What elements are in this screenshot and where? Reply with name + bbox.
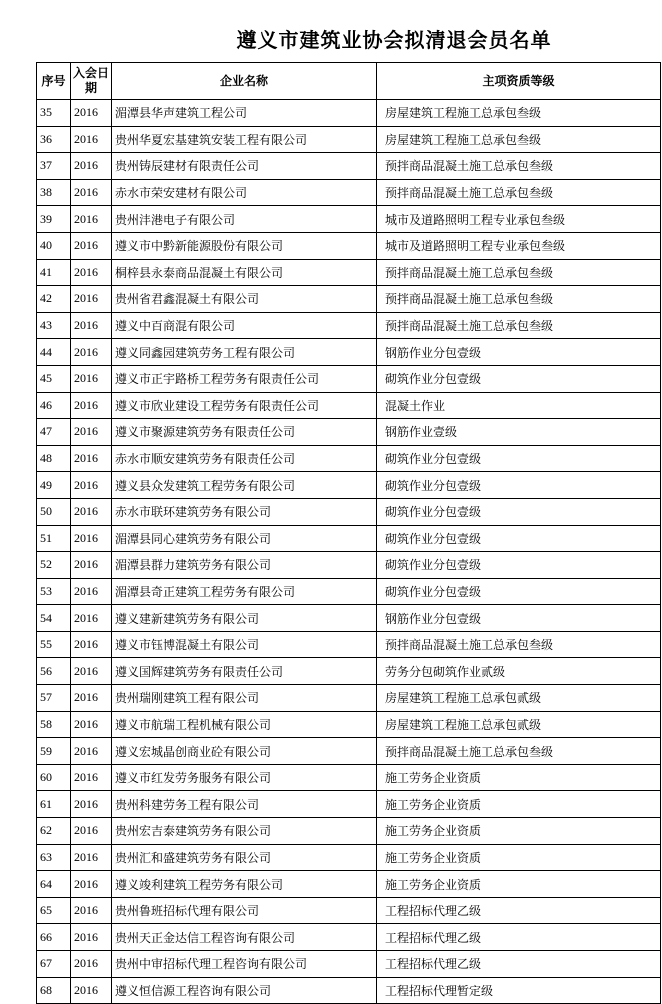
cell-main-qualification: 预拌商品混凝土施工总承包叁级 xyxy=(377,631,661,658)
cell-serial-number: 57 xyxy=(37,685,71,712)
table-row xyxy=(37,153,661,180)
cell-company-name: 湄潭县华声建筑工程公司 xyxy=(112,100,377,127)
cell-company-name: 赤水市荣安建材有限公司 xyxy=(112,179,377,206)
cell-join-date: 2016 xyxy=(71,179,112,206)
header-row xyxy=(37,63,661,100)
cell-main-qualification: 预拌商品混凝土施工总承包叁级 xyxy=(377,153,661,180)
cell-company-name: 遵义市红发劳务服务有限公司 xyxy=(112,764,377,791)
table-row xyxy=(37,738,661,765)
cell-serial-number: 35 xyxy=(37,100,71,127)
cell-join-date: 2016 xyxy=(71,897,112,924)
table-row xyxy=(37,339,661,366)
cell-company-name: 赤水市联环建筑劳务有限公司 xyxy=(112,498,377,525)
cell-company-name: 贵州瑞刚建筑工程有限公司 xyxy=(112,685,377,712)
cell-join-date: 2016 xyxy=(71,472,112,499)
table-row xyxy=(37,286,661,313)
cell-join-date: 2016 xyxy=(71,764,112,791)
cell-join-date: 2016 xyxy=(71,631,112,658)
cell-main-qualification: 砌筑作业分包壹级 xyxy=(377,578,661,605)
cell-main-qualification: 房屋建筑工程施工总承包叁级 xyxy=(377,100,661,127)
cell-join-date: 2016 xyxy=(71,738,112,765)
cell-company-name: 湄潭县群力建筑劳务有限公司 xyxy=(112,552,377,579)
cell-serial-number: 64 xyxy=(37,871,71,898)
cell-join-date: 2016 xyxy=(71,100,112,127)
cell-company-name: 湄潭县同心建筑劳务有限公司 xyxy=(112,525,377,552)
table-row xyxy=(37,392,661,419)
cell-serial-number: 62 xyxy=(37,818,71,845)
cell-company-name: 贵州中审招标代理工程咨询有限公司 xyxy=(112,951,377,978)
header-join-date: 入会日期 xyxy=(71,63,112,100)
cell-main-qualification: 施工劳务企业资质 xyxy=(377,764,661,791)
table-row xyxy=(37,951,661,978)
cell-serial-number: 61 xyxy=(37,791,71,818)
cell-join-date: 2016 xyxy=(71,685,112,712)
cell-serial-number: 54 xyxy=(37,605,71,632)
table-row xyxy=(37,445,661,472)
cell-main-qualification: 劳务分包砌筑作业贰级 xyxy=(377,658,661,685)
cell-serial-number: 68 xyxy=(37,977,71,1004)
cell-company-name: 遵义县众发建筑工程劳务有限公司 xyxy=(112,472,377,499)
cell-company-name: 遵义建新建筑劳务有限公司 xyxy=(112,605,377,632)
cell-main-qualification: 工程招标代理乙级 xyxy=(377,897,661,924)
table-row xyxy=(37,232,661,259)
cell-serial-number: 66 xyxy=(37,924,71,951)
cell-company-name: 贵州鲁班招标代理有限公司 xyxy=(112,897,377,924)
table-row xyxy=(37,206,661,233)
cell-company-name: 贵州宏吉泰建筑劳务有限公司 xyxy=(112,818,377,845)
cell-company-name: 桐梓县永泰商品混凝土有限公司 xyxy=(112,259,377,286)
table-row xyxy=(37,844,661,871)
cell-join-date: 2016 xyxy=(71,924,112,951)
cell-join-date: 2016 xyxy=(71,844,112,871)
table-row xyxy=(37,791,661,818)
cell-main-qualification: 钢筋作业分包壹级 xyxy=(377,605,661,632)
cell-main-qualification: 施工劳务企业资质 xyxy=(377,791,661,818)
cell-main-qualification: 工程招标代理乙级 xyxy=(377,951,661,978)
table-row xyxy=(37,658,661,685)
table-row xyxy=(37,100,661,127)
cell-serial-number: 67 xyxy=(37,951,71,978)
cell-serial-number: 50 xyxy=(37,498,71,525)
cell-serial-number: 45 xyxy=(37,365,71,392)
header-main-qualification: 主项资质等级 xyxy=(377,63,661,100)
cell-company-name: 贵州铸辰建材有限责任公司 xyxy=(112,153,377,180)
cell-join-date: 2016 xyxy=(71,232,112,259)
cell-serial-number: 59 xyxy=(37,738,71,765)
page-title: 遵义市建筑业协会拟清退会员名单 xyxy=(236,30,552,52)
cell-main-qualification: 砌筑作业分包壹级 xyxy=(377,365,661,392)
cell-serial-number: 40 xyxy=(37,232,71,259)
cell-serial-number: 58 xyxy=(37,711,71,738)
cell-main-qualification: 砌筑作业分包壹级 xyxy=(377,552,661,579)
cell-join-date: 2016 xyxy=(71,791,112,818)
cell-company-name: 遵义中百商混有限公司 xyxy=(112,312,377,339)
cell-join-date: 2016 xyxy=(71,498,112,525)
cell-main-qualification: 施工劳务企业资质 xyxy=(377,844,661,871)
cell-company-name: 遵义国辉建筑劳务有限责任公司 xyxy=(112,658,377,685)
cell-serial-number: 38 xyxy=(37,179,71,206)
cell-main-qualification: 砌筑作业分包壹级 xyxy=(377,445,661,472)
cell-join-date: 2016 xyxy=(71,206,112,233)
cell-main-qualification: 砌筑作业分包壹级 xyxy=(377,525,661,552)
cell-company-name: 遵义市正宇路桥工程劳务有限责任公司 xyxy=(112,365,377,392)
cell-company-name: 贵州省君鑫混凝土有限公司 xyxy=(112,286,377,313)
cell-main-qualification: 施工劳务企业资质 xyxy=(377,818,661,845)
cell-main-qualification: 房屋建筑工程施工总承包贰级 xyxy=(377,685,661,712)
cell-serial-number: 42 xyxy=(37,286,71,313)
cell-serial-number: 39 xyxy=(37,206,71,233)
cell-main-qualification: 砌筑作业分包壹级 xyxy=(377,472,661,499)
cell-join-date: 2016 xyxy=(71,818,112,845)
table-row xyxy=(37,764,661,791)
cell-join-date: 2016 xyxy=(71,312,112,339)
cell-main-qualification: 混凝土作业 xyxy=(377,392,661,419)
cell-main-qualification: 钢筋作业壹级 xyxy=(377,419,661,446)
cell-serial-number: 46 xyxy=(37,392,71,419)
cell-serial-number: 49 xyxy=(37,472,71,499)
cell-company-name: 遵义市聚源建筑劳务有限责任公司 xyxy=(112,419,377,446)
cell-company-name: 遵义市钰博混凝土有限公司 xyxy=(112,631,377,658)
cell-join-date: 2016 xyxy=(71,153,112,180)
cell-company-name: 遵义市欣业建设工程劳务有限责任公司 xyxy=(112,392,377,419)
cell-company-name: 遵义竣利建筑工程劳务有限公司 xyxy=(112,871,377,898)
cell-join-date: 2016 xyxy=(71,126,112,153)
cell-main-qualification: 砌筑作业分包壹级 xyxy=(377,498,661,525)
cell-company-name: 贵州科建劳务工程有限公司 xyxy=(112,791,377,818)
cell-join-date: 2016 xyxy=(71,525,112,552)
cell-company-name: 贵州华夏宏基建筑安装工程有限公司 xyxy=(112,126,377,153)
cell-main-qualification: 预拌商品混凝土施工总承包叁级 xyxy=(377,179,661,206)
table-row xyxy=(37,685,661,712)
table-row xyxy=(37,711,661,738)
table-row xyxy=(37,472,661,499)
cell-join-date: 2016 xyxy=(71,445,112,472)
cell-main-qualification: 城市及道路照明工程专业承包叁级 xyxy=(377,206,661,233)
cell-company-name: 遵义市中黔新能源股份有限公司 xyxy=(112,232,377,259)
cell-company-name: 遵义市航瑞工程机械有限公司 xyxy=(112,711,377,738)
cell-join-date: 2016 xyxy=(71,286,112,313)
cell-serial-number: 51 xyxy=(37,525,71,552)
table-row xyxy=(37,977,661,1004)
cell-main-qualification: 钢筋作业分包壹级 xyxy=(377,339,661,366)
member-table xyxy=(36,62,661,1004)
table-header xyxy=(37,63,661,100)
table-row xyxy=(37,365,661,392)
table-row xyxy=(37,179,661,206)
table-row xyxy=(37,871,661,898)
cell-join-date: 2016 xyxy=(71,977,112,1004)
cell-serial-number: 44 xyxy=(37,339,71,366)
cell-join-date: 2016 xyxy=(71,552,112,579)
table-body xyxy=(37,100,661,1004)
header-serial-number: 序号 xyxy=(37,63,71,100)
table-row xyxy=(37,818,661,845)
table-row xyxy=(37,498,661,525)
cell-serial-number: 36 xyxy=(37,126,71,153)
table-row xyxy=(37,897,661,924)
cell-serial-number: 56 xyxy=(37,658,71,685)
cell-join-date: 2016 xyxy=(71,951,112,978)
cell-main-qualification: 房屋建筑工程施工总承包贰级 xyxy=(377,711,661,738)
cell-main-qualification: 工程招标代理暂定级 xyxy=(377,977,661,1004)
cell-company-name: 遵义同鑫园建筑劳务工程有限公司 xyxy=(112,339,377,366)
cell-company-name: 遵义恒信源工程咨询有限公司 xyxy=(112,977,377,1004)
cell-company-name: 赤水市顺安建筑劳务有限责任公司 xyxy=(112,445,377,472)
cell-join-date: 2016 xyxy=(71,871,112,898)
cell-join-date: 2016 xyxy=(71,658,112,685)
cell-join-date: 2016 xyxy=(71,392,112,419)
cell-join-date: 2016 xyxy=(71,259,112,286)
cell-serial-number: 63 xyxy=(37,844,71,871)
table-row xyxy=(37,126,661,153)
cell-company-name: 遵义宏城晶创商业砼有限公司 xyxy=(112,738,377,765)
table-row xyxy=(37,578,661,605)
cell-company-name: 贵州天正金达信工程咨询有限公司 xyxy=(112,924,377,951)
cell-main-qualification: 工程招标代理乙级 xyxy=(377,924,661,951)
cell-join-date: 2016 xyxy=(71,339,112,366)
cell-company-name: 贵州汇和盛建筑劳务有限公司 xyxy=(112,844,377,871)
cell-join-date: 2016 xyxy=(71,711,112,738)
table-row xyxy=(37,605,661,632)
cell-serial-number: 60 xyxy=(37,764,71,791)
cell-main-qualification: 城市及道路照明工程专业承包叁级 xyxy=(377,232,661,259)
cell-join-date: 2016 xyxy=(71,365,112,392)
table-row xyxy=(37,419,661,446)
table-row xyxy=(37,552,661,579)
cell-company-name: 湄潭县奇正建筑工程劳务有限公司 xyxy=(112,578,377,605)
cell-company-name: 贵州沣港电子有限公司 xyxy=(112,206,377,233)
cell-join-date: 2016 xyxy=(71,605,112,632)
cell-serial-number: 41 xyxy=(37,259,71,286)
table-row xyxy=(37,259,661,286)
table-row xyxy=(37,312,661,339)
table-row xyxy=(37,525,661,552)
cell-serial-number: 65 xyxy=(37,897,71,924)
cell-serial-number: 53 xyxy=(37,578,71,605)
cell-main-qualification: 预拌商品混凝土施工总承包叁级 xyxy=(377,312,661,339)
cell-main-qualification: 施工劳务企业资质 xyxy=(377,871,661,898)
table-row xyxy=(37,924,661,951)
cell-join-date: 2016 xyxy=(71,578,112,605)
cell-serial-number: 47 xyxy=(37,419,71,446)
cell-join-date: 2016 xyxy=(71,419,112,446)
cell-main-qualification: 房屋建筑工程施工总承包叁级 xyxy=(377,126,661,153)
cell-serial-number: 37 xyxy=(37,153,71,180)
cell-serial-number: 55 xyxy=(37,631,71,658)
cell-main-qualification: 预拌商品混凝土施工总承包叁级 xyxy=(377,738,661,765)
table-row xyxy=(37,631,661,658)
cell-serial-number: 43 xyxy=(37,312,71,339)
cell-main-qualification: 预拌商品混凝土施工总承包叁级 xyxy=(377,259,661,286)
header-company-name: 企业名称 xyxy=(112,63,377,100)
cell-serial-number: 48 xyxy=(37,445,71,472)
cell-main-qualification: 预拌商品混凝土施工总承包叁级 xyxy=(377,286,661,313)
cell-serial-number: 52 xyxy=(37,552,71,579)
